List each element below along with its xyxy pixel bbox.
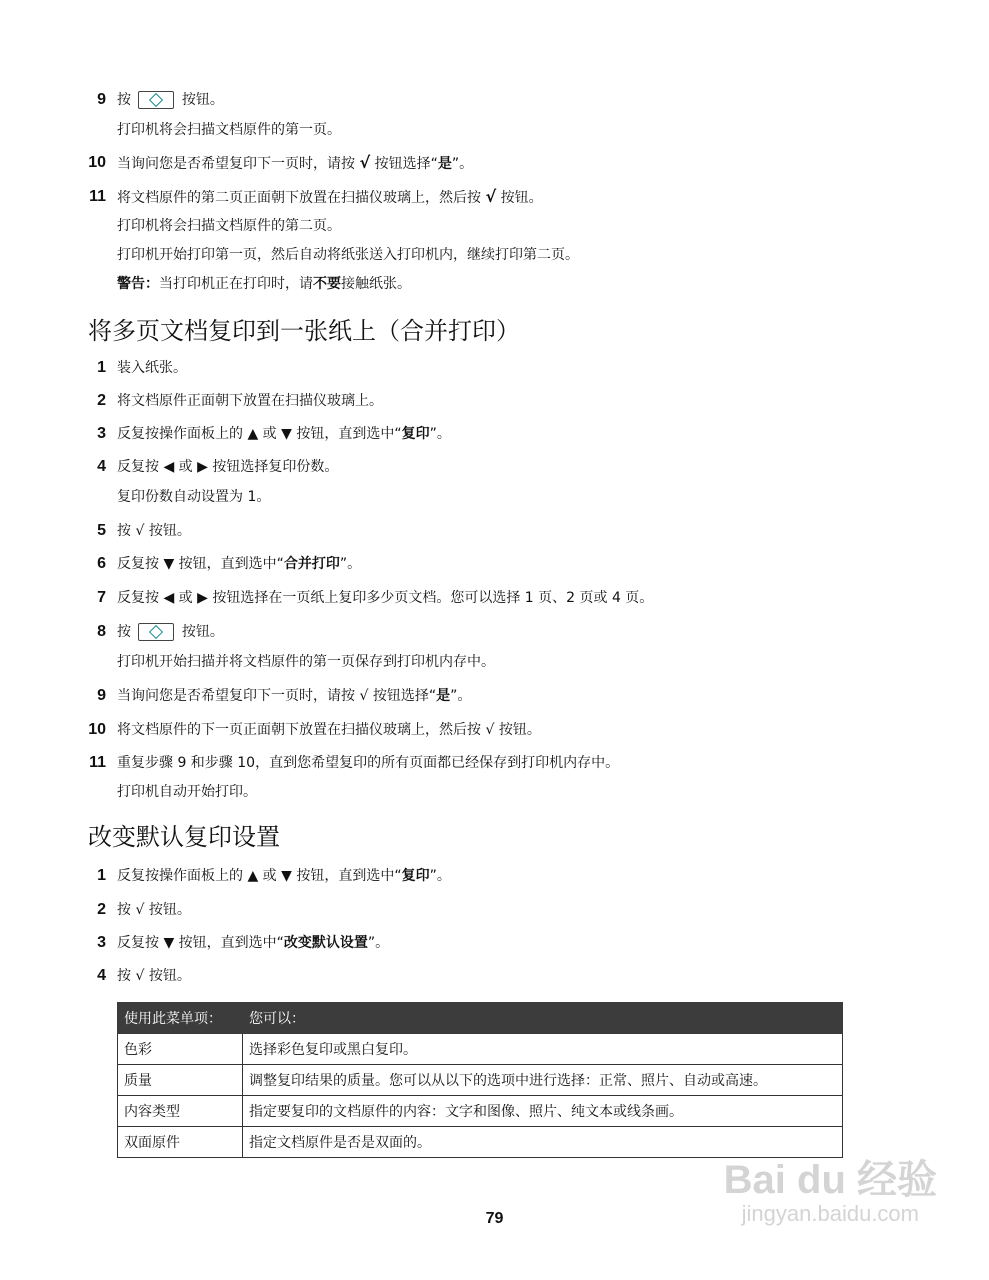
page-number: 79 xyxy=(485,1210,504,1227)
table-row xyxy=(118,1034,843,1065)
check-icon: √ xyxy=(359,153,371,172)
step-number: 10 xyxy=(88,154,106,171)
description-cell: 选择彩色复印或黑白复印。 xyxy=(243,1034,843,1065)
column-header: 使用此菜单项： xyxy=(118,1003,243,1034)
step-text: 将文档原件的第二页正面朝下放置在扫描仪玻璃上，然后按 √ 按钮。 xyxy=(117,187,543,206)
description-cell: 调整复印结果的质量。您可以从以下的选项中进行选择：正常、照片、自动或高速。 xyxy=(243,1065,843,1096)
step-note: 打印机自动开始打印。 xyxy=(117,784,257,800)
step-number: 9 xyxy=(97,91,106,108)
menu-item-cell: 双面原件 xyxy=(118,1127,243,1158)
step-text: 反复按 ◀ 或 ▶ 按钮选择在一页纸上复印多少页文档。您可以选择 1 页、2 页或 4 页。 xyxy=(117,590,654,606)
step-text: 反复按 ◀ 或 ▶ 按钮选择复印份数。 xyxy=(117,459,339,475)
step-number: 2 xyxy=(97,392,106,409)
watermark-url: jingyan.baidu.com xyxy=(741,1201,919,1226)
table-row xyxy=(118,1096,843,1127)
step-text: 将文档原件正面朝下放置在扫描仪玻璃上。 xyxy=(117,393,383,409)
step-number: 1 xyxy=(97,359,106,376)
watermark-logo: Bai du 经验 xyxy=(723,1158,937,1202)
step-text: 反复按操作面板上的 ▲ 或 ▼ 按钮，直到选中“复印”。 xyxy=(117,868,451,884)
step-text: 反复按 ▼ 按钮，直到选中“合并打印”。 xyxy=(117,556,362,572)
step-number: 6 xyxy=(97,555,106,572)
step-number: 9 xyxy=(97,687,106,704)
step-number: 4 xyxy=(97,458,106,475)
menu-item-cell: 内容类型 xyxy=(118,1096,243,1127)
table-row xyxy=(118,1127,843,1158)
step-note: 打印机开始扫描并将文档原件的第一页保存到打印机内存中。 xyxy=(117,654,495,670)
description-cell: 指定文档原件是否是双面的。 xyxy=(243,1127,843,1158)
menu-item-cell: 质量 xyxy=(118,1065,243,1096)
step-number: 11 xyxy=(89,754,106,771)
column-header: 您可以： xyxy=(243,1003,843,1034)
step-number: 5 xyxy=(97,522,106,539)
step-note: 打印机将会扫描文档原件的第二页。 xyxy=(117,218,341,234)
step-text: 当询问您是否希望复印下一页时，请按 √ 按钮选择“是”。 xyxy=(117,153,474,172)
step-text: 将文档原件的下一页正面朝下放置在扫描仪玻璃上，然后按 √ 按钮。 xyxy=(117,722,541,738)
step-note: 复印份数自动设置为 1。 xyxy=(117,489,271,505)
menu-item-cell: 色彩 xyxy=(118,1034,243,1065)
step-note: 打印机开始打印第一页，然后自动将纸张送入打印机内，继续打印第二页。 xyxy=(117,247,579,263)
copy-settings-table xyxy=(117,1002,843,1158)
step-number: 2 xyxy=(97,901,106,918)
step-number: 8 xyxy=(97,623,106,640)
step-number: 3 xyxy=(97,934,106,951)
warning-note: 警告：当打印机正在打印时，请不要接触纸张。 xyxy=(117,276,411,292)
step-note: 打印机将会扫描文档原件的第一页。 xyxy=(117,122,341,138)
warning-label: 警告： xyxy=(117,276,159,292)
start-scan-button-icon xyxy=(138,91,174,109)
step-text: 按 按钮。 xyxy=(117,624,224,640)
step-number: 7 xyxy=(97,589,106,606)
step-number: 10 xyxy=(88,721,106,738)
step-number: 1 xyxy=(97,867,106,884)
step-text: 按 按钮。 xyxy=(117,92,224,108)
section-title-default-settings: 改变默认复印设置 xyxy=(88,823,280,851)
step-text: 当询问您是否希望复印下一页时，请按 √ 按钮选择“是”。 xyxy=(117,688,472,704)
step-number: 4 xyxy=(97,967,106,984)
step-text: 按 √ 按钮。 xyxy=(117,902,191,918)
step-text: 反复按 ▼ 按钮，直到选中“改变默认设置”。 xyxy=(117,935,390,951)
step-text: 重复步骤 9 和步骤 10，直到您希望复印的所有页面都已经保存到打印机内存中。 xyxy=(117,755,620,771)
step-text: 装入纸张。 xyxy=(117,360,187,376)
step-text: 反复按操作面板上的 ▲ 或 ▼ 按钮，直到选中“复印”。 xyxy=(117,426,451,442)
start-scan-button-icon xyxy=(138,623,174,641)
step-number: 11 xyxy=(89,188,106,205)
step-text: 按 √ 按钮。 xyxy=(117,523,191,539)
step-text: 按 √ 按钮。 xyxy=(117,968,191,984)
step-number: 3 xyxy=(97,425,106,442)
table-row xyxy=(118,1065,843,1096)
description-cell: 指定要复印的文档原件的内容：文字和图像、照片、纯文本或线条画。 xyxy=(243,1096,843,1127)
table-header-row xyxy=(118,1003,843,1034)
section-title-merge-copy: 将多页文档复印到一张纸上（合并打印） xyxy=(88,317,520,345)
check-icon: √ xyxy=(485,187,497,206)
